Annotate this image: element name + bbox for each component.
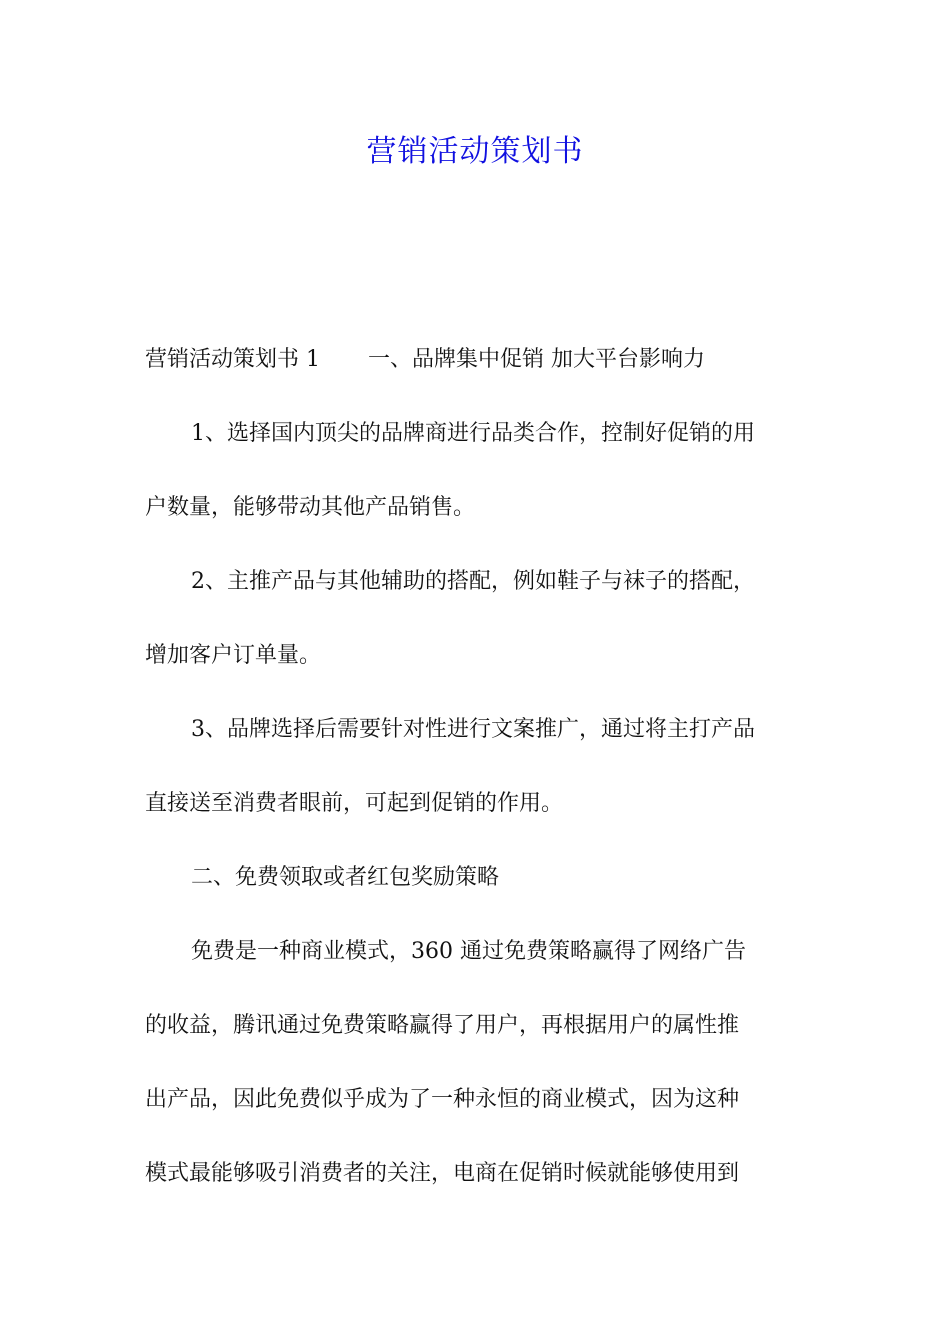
paragraph-line: 户数量，能够带动其他产品销售。 <box>145 495 476 520</box>
paragraph-line: 直接送至消费者眼前，可起到促销的作用。 <box>145 791 564 816</box>
document-title: 营销活动策划书 <box>366 134 584 169</box>
paragraph-line: 3、品牌选择后需要针对性进行文案推广，通过将主打产品 <box>191 717 755 742</box>
section-heading-1: 一、品牌集中促销 加大平台影响力 <box>368 347 705 372</box>
paragraph-line: 增加客户订单量。 <box>145 643 322 668</box>
paragraph-line: 免费是一种商业模式，360 通过免费策略赢得了网络广告 <box>191 939 746 964</box>
document-body <box>145 336 805 1224</box>
paragraph-line: 出产品，因此免费似乎成为了一种永恒的商业模式，因为这种 <box>145 1087 740 1112</box>
document-subtitle: 营销活动策划书 1 <box>145 347 320 372</box>
paragraph-line: 2、主推产品与其他辅助的搭配，例如鞋子与袜子的搭配， <box>191 569 755 594</box>
section-heading-line <box>145 336 805 410</box>
section-heading-2: 二、免费领取或者红包奖励策略 <box>191 865 500 890</box>
paragraph-line: 的收益，腾讯通过免费策略赢得了用户，再根据用户的属性推 <box>145 1013 740 1038</box>
paragraph-line: 1、选择国内顶尖的品牌商进行品类合作，控制好促销的用 <box>191 421 755 446</box>
paragraph-line: 模式最能够吸引消费者的关注，电商在促销时候就能够使用到 <box>145 1161 740 1186</box>
